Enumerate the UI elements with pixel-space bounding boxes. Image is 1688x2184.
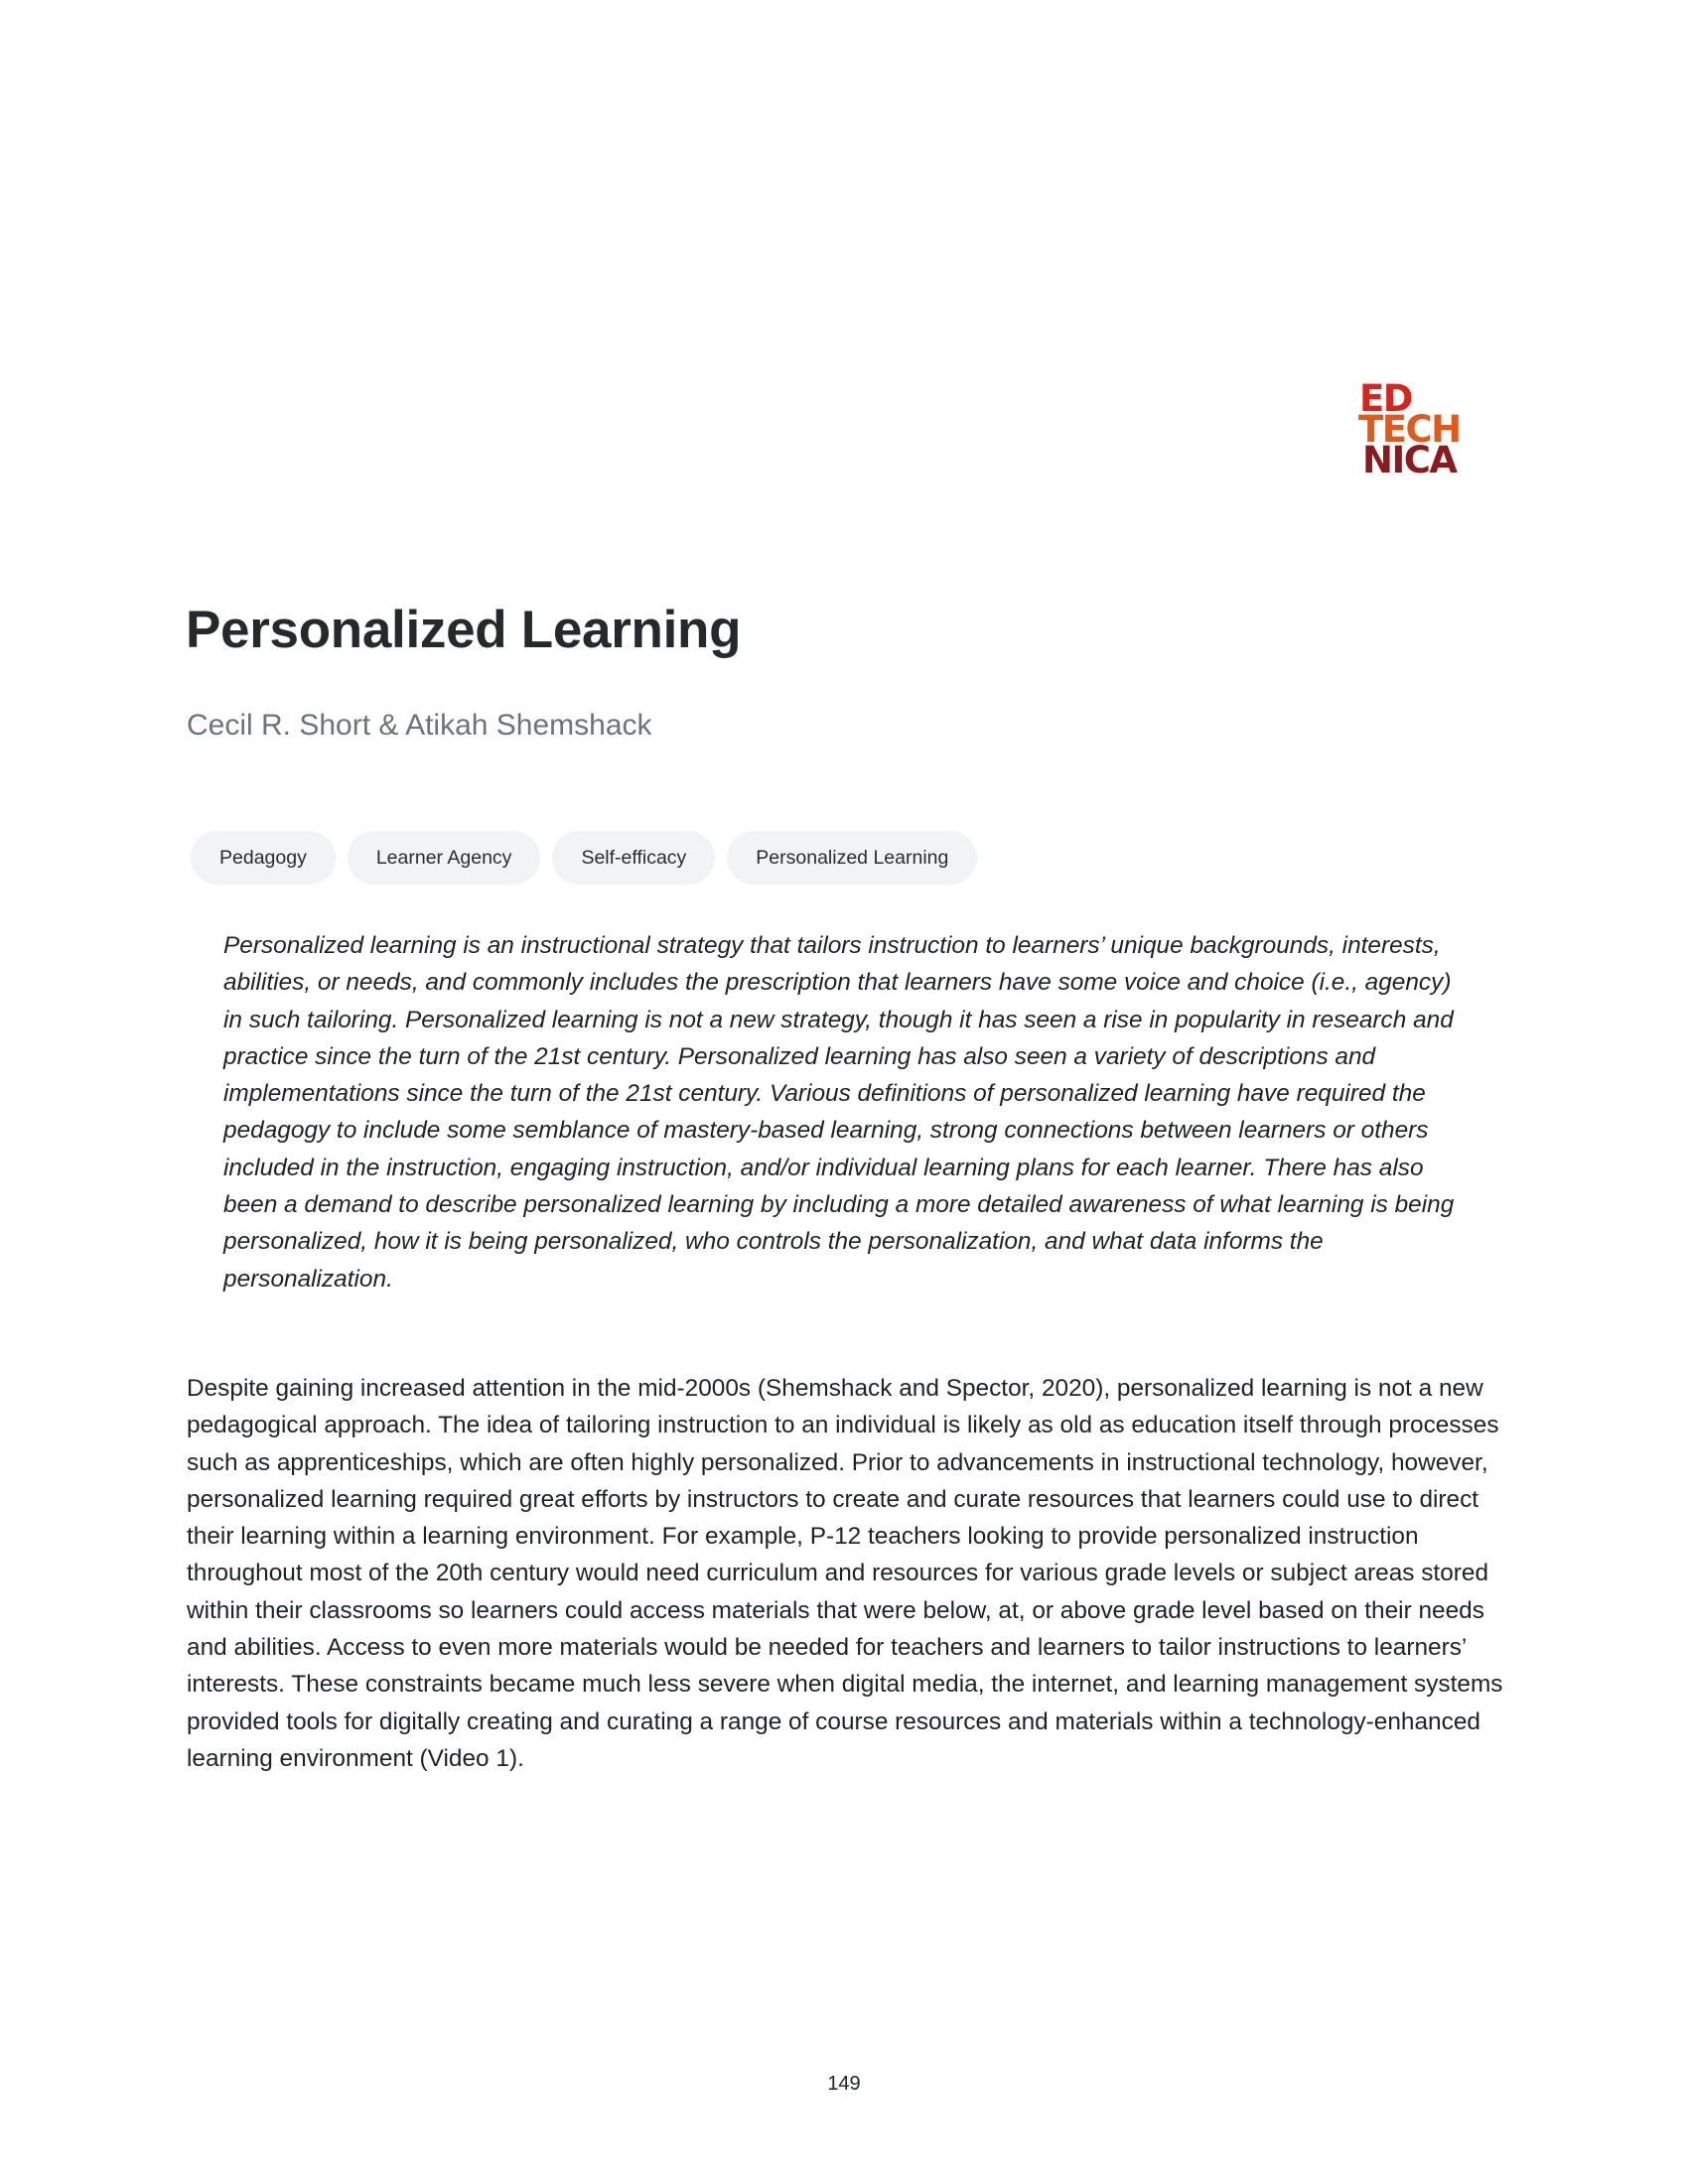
logo-line-tech: TECH <box>1358 408 1461 451</box>
tag-personalized-learning[interactable]: Personalized Learning <box>727 831 977 885</box>
abstract: Personalized learning is an instructional strategy that tailors instruction to learners’ unique backgrounds, interests, abilities, or needs, and commonly includes the prescription that learners have some voice and choice (i.e., agency) in such tailoring. Personalized learning is not a new strategy, though it has seen a rise in popularity in research and practice since the turn of the 21st century. Personalized learning has also seen a variety of descriptions and implementations since the turn of the 21st century. Various definitions of personalized learning have required the pedagogy to include some semblance of mastery-based learning, strong connections between learners or others included in the instruction, engaging instruction, and/or individual learning plans for each learner. There has also been a demand to describe personalized learning by including a more detailed awareness of what learning is being personalized, how it is being personalized, who controls the personalization, and what data informs the personalization. <box>223 932 1455 1293</box>
authors: Cecil R. Short & Atikah Shemshack <box>187 709 652 742</box>
tag-self-efficacy[interactable]: Self-efficacy <box>552 831 715 885</box>
page-title: Personalized Learning <box>186 601 742 659</box>
tag-pedagogy[interactable]: Pedagogy <box>191 831 336 885</box>
page-number: 149 <box>827 2073 861 2095</box>
logo-line-nica: NICA <box>1362 439 1457 481</box>
tag-learner-agency[interactable]: Learner Agency <box>348 831 541 885</box>
tag-list <box>191 831 977 885</box>
edtechnica-logo <box>1358 377 1487 481</box>
logo-line-ed: ED <box>1359 377 1412 420</box>
body-paragraph: Despite gaining increased attention in the mid-2000s (Shemshack and Spector, 2020), personalized learning is not a new pedagogical approach. The idea of tailoring instruction to an individual is likely as old as education itself through processes such as apprenticeships, which are often highly personalized. Prior to advancements in instructional technology, however, personalized learning required great efforts by instructors to create and curate resources that learners could use to direct their learning within a learning environment. For example, P-12 teachers looking to provide personalized instruction throughout most of the 20th century would need curriculum and resources for various grade levels or subject areas stored within their classrooms so learners could access materials that were below, at, or above grade level based on their needs and abilities. Access to even more materials would be needed for teachers and learners to tailor instructions to learners’ interests. These constraints became much less severe when digital media, the internet, and learning management systems provided tools for digitally creating and curating a range of course resources and materials within a technology-enhanced learning environment (Video 1). <box>187 1375 1503 1772</box>
